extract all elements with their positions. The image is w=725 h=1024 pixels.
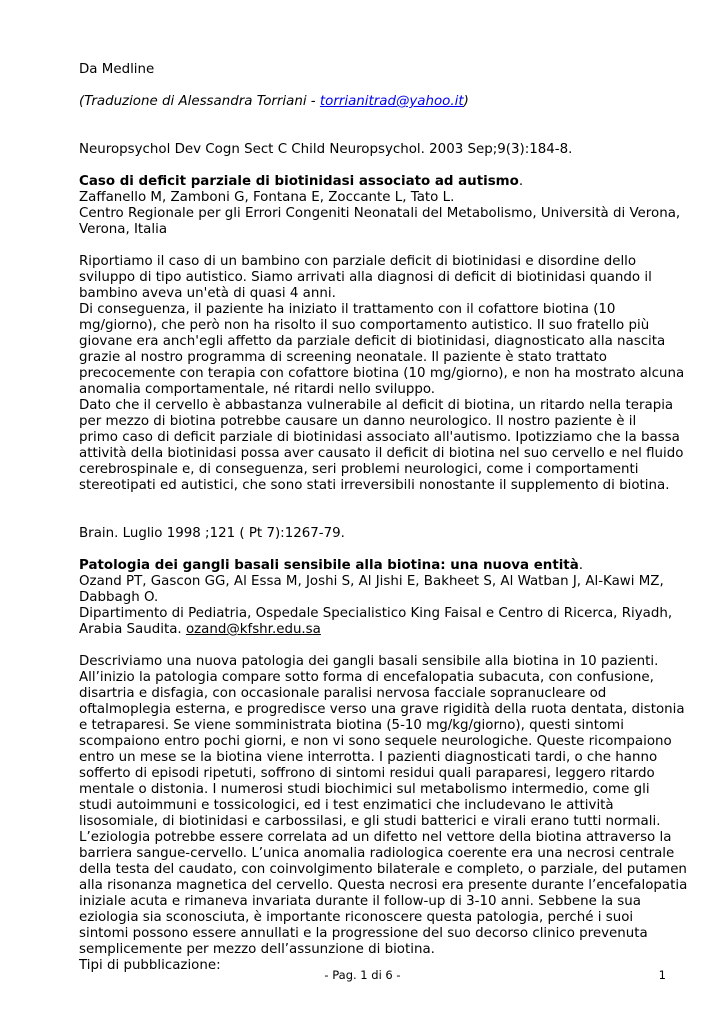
article2-affiliation-prefix: Arabia Saudita. xyxy=(79,622,186,637)
translator-email-link[interactable]: torrianitrad@yahoo.it xyxy=(319,94,464,109)
abstract-line: sintomi possono essere annullati e la progressione del suo decorso clinico prevenuta xyxy=(79,926,648,941)
abstract-line: grazie al nostro programma di screening neonatale. Il paziente è stato trattato xyxy=(79,350,607,365)
source-line: Da Medline xyxy=(79,62,155,77)
article2-authors-line: Ozand PT, Gascon GG, Al Essa M, Joshi S, Al Jishi E, Bakheet S, Al Watban J, Al-Kawi MZ, xyxy=(79,574,664,589)
article1-title: Caso di deficit parziale di biotinidasi associato ad autismo xyxy=(79,174,519,189)
abstract-line: anomalia comportamentale, né ritardi nello sviluppo. xyxy=(79,382,436,397)
abstract-line: e tetraparesi. Se viene somministrata biotina (5-10 mg/kg/giorno), questi sintomi xyxy=(79,718,624,733)
abstract-line: L’eziologia potrebbe essere correlata ad un difetto nel vettore della biotina attraverso la xyxy=(79,830,672,845)
abstract-line: per mezzo di biotina potrebbe causare un danno neurologico. Il nostro paziente è il xyxy=(79,414,637,429)
translation-credit xyxy=(79,94,669,110)
abstract-line: disartria e disfagia, con occasionale paralisi nervosa facciale sopranucleare od xyxy=(79,686,607,701)
article2-affiliation-line: Dipartimento di Pediatria, Ospedale Specialistico King Faisal e Centro di Ricerca, Riyadh, xyxy=(79,606,673,621)
abstract-line: All’inizio la patologia compare sotto forma di encefalopatia subacuta, con confusione, xyxy=(79,670,654,685)
abstract-line: Di conseguenza, il paziente ha iniziato il trattamento con il cofattore biotina (10 xyxy=(79,302,616,317)
abstract-line: alla risonanza magnetica del cervello. Questa necrosi era presente durante l’encefalopatia xyxy=(79,878,688,893)
abstract-line: bambino aveva un'età di quasi 4 anni. xyxy=(79,286,336,301)
abstract-line: stereotipati ed autistici, che sono stati irreversibili nonostante il supplemento di biotina. xyxy=(79,478,670,493)
article1-affiliation-line: Centro Regionale per gli Errori Congeniti Neonatali del Metabolismo, Università di Verona, xyxy=(79,206,681,221)
article2-title-line xyxy=(79,558,669,574)
abstract-line: giovane era anch'egli affetto da parziale deficit di biotinidasi, diagnosticato alla nascita xyxy=(79,334,666,349)
abstract-line: entro un mese se la biotina viene interrotta. I pazienti diagnosticati tardi, o che hanno xyxy=(79,750,658,765)
abstract-line: barriera sangue-cervello. L’unica anomalia radiologica coerente era una necrosi centrale xyxy=(79,846,675,861)
article1-abstract xyxy=(79,254,685,494)
abstract-line: Dato che il cervello è abbastanza vulnerabile al deficit di biotina, un ritardo nella terapia xyxy=(79,398,674,413)
abstract-line: mg/giorno), che però non ha risolto il suo comportamento autistico. Il suo fratello più xyxy=(79,318,650,333)
article2-abstract xyxy=(79,654,688,974)
translation-prefix: (Traduzione di Alessandra Torriani - xyxy=(79,94,320,109)
article2-title: Patologia dei gangli basali sensibile alla biotina: una nuova entità xyxy=(79,558,579,573)
article2-citation: Brain. Luglio 1998 ;121 ( Pt 7):1267-79. xyxy=(79,526,345,541)
article1-affiliation-line: Verona, Italia xyxy=(79,222,168,237)
page-number: 1 xyxy=(658,968,666,982)
article2-affiliation-email[interactable]: ozand@kfshr.edu.sa xyxy=(185,622,321,637)
abstract-line: attività della biotinidasi possa aver causato il deficit di biotina nel suo cervello e nel fluido xyxy=(79,446,684,461)
article2-affiliation-line xyxy=(79,622,669,638)
abstract-line: mentale o distonia. I numerosi studi biochimici sul metabolismo intermedio, come gli xyxy=(79,782,650,797)
article1-citation: Neuropsychol Dev Cogn Sect C Child Neuropsychol. 2003 Sep;9(3):184-8. xyxy=(79,142,573,157)
abstract-line: oftalmoplegia esterna, e progredisce verso una grave rigidità della ruota dentata, distonia xyxy=(79,702,685,717)
abstract-line: primo caso di deficit parziale di biotinidasi associato all'autismo. Ipotizziamo che la bassa xyxy=(79,430,680,445)
article1-authors: Zaffanello M, Zamboni G, Fontana E, Zoccante L, Tato L. xyxy=(79,190,455,205)
abstract-line: precocemente con terapia con cofattore biotina (10 mg/giorno), e non ha mostrato alcuna xyxy=(79,366,685,381)
abstract-line: semplicemente per mezzo dell’assunzione di biotina. xyxy=(79,942,435,957)
abstract-line: studi autoimmuni e tossicologici, ed i test enzimatici che includevano le attività xyxy=(79,798,614,813)
abstract-line: della testa del caudato, con coinvolgimento bilaterale e completo, o parziale, del putamen xyxy=(79,862,687,877)
abstract-line: eziologia sia sconosciuta, è importante riconoscere questa patologia, perché i suoi xyxy=(79,910,634,925)
article1-title-punct: . xyxy=(518,174,524,189)
article2-authors-line: Dabbagh O. xyxy=(79,590,159,605)
translation-suffix: ) xyxy=(463,94,469,109)
abstract-line: cerebrospinale e, di conseguenza, seri problemi neurologici, come i comportamenti xyxy=(79,462,639,477)
abstract-line: Riportiamo il caso di un bambino con parziale deficit di biotinidasi e disordine dello xyxy=(79,254,637,269)
abstract-line: scompaiono entro pochi giorni, e non vi sono sequele neurologiche. Queste ricompaiono xyxy=(79,734,672,749)
abstract-line: Tipi di pubblicazione: xyxy=(79,958,221,973)
page-label: - Pag. 1 di 6 - xyxy=(324,968,401,982)
article2-title-punct: . xyxy=(578,558,584,573)
abstract-line: Descriviamo una nuova patologia dei gangli basali sensibile alla biotina in 10 pazienti. xyxy=(79,654,659,669)
abstract-line: iniziale acuta e rimaneva invariata durante il follow-up di 3-10 anni. Sebbene la sua xyxy=(79,894,641,909)
article1-title-line xyxy=(79,174,669,190)
abstract-line: sofferto di episodi ripetuti, soffrono di sintomi residui quali paraparesi, leggero ritardo xyxy=(79,766,655,781)
abstract-line: sviluppo di tipo autistico. Siamo arrivati alla diagnosi di deficit di biotinidasi quando il xyxy=(79,270,652,285)
abstract-line: lisosomiale, di biotinidasi e carbossilasi, e gli studi batterici e virali erano tutti normali. xyxy=(79,814,661,829)
document-page xyxy=(79,62,688,974)
